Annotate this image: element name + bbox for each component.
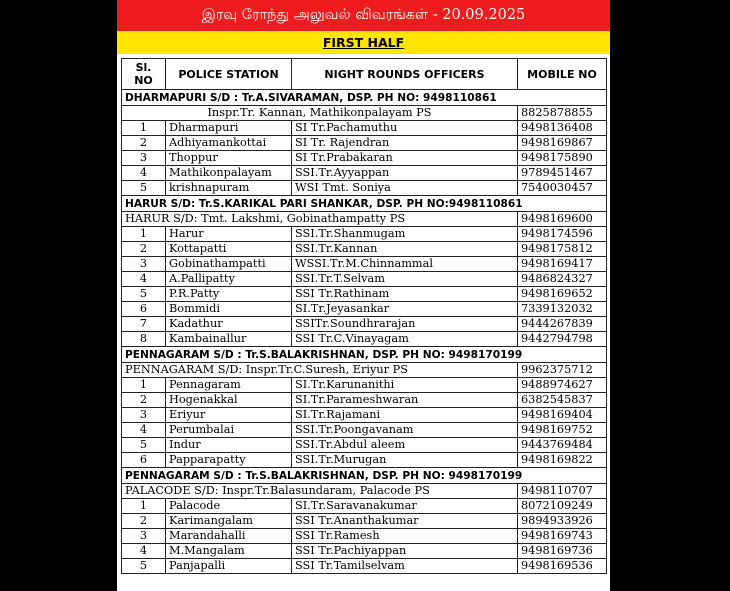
serial-number: 2 (122, 393, 166, 408)
subdivision-heading-row (122, 90, 607, 106)
table-row (122, 423, 607, 438)
subdivision-heading-row (122, 196, 607, 212)
police-station: Papparapatty (166, 453, 292, 468)
table-row (122, 287, 607, 302)
night-rounds-officer: SI.Tr.Jeyasankar (292, 302, 518, 317)
sl-label-line1: Sl. (135, 61, 152, 74)
serial-number: 4 (122, 544, 166, 559)
serial-number: 5 (122, 559, 166, 574)
serial-number: 1 (122, 227, 166, 242)
night-rounds-officer: SSI.Tr.T.Selvam (292, 272, 518, 287)
table-row (122, 514, 607, 529)
police-station: Hogenakkal (166, 393, 292, 408)
table-row (122, 166, 607, 181)
serial-number: 5 (122, 438, 166, 453)
police-station: Harur (166, 227, 292, 242)
night-rounds-officer: SSI.Tr.Shanmugam (292, 227, 518, 242)
column-header-sl (122, 59, 166, 90)
police-station: P.R.Patty (166, 287, 292, 302)
table-row (122, 499, 607, 514)
supervising-officer: HARUR S/D: Tmt. Lakshmi, Gobinathampatty PS (122, 212, 518, 227)
mobile-number: 7339132032 (518, 302, 607, 317)
mobile-number: 9486824327 (518, 272, 607, 287)
roster-sheet (117, 0, 610, 591)
serial-number: 4 (122, 166, 166, 181)
table-row (122, 453, 607, 468)
serial-number: 2 (122, 136, 166, 151)
mobile-number: 9442794798 (518, 332, 607, 347)
police-station: krishnapuram (166, 181, 292, 196)
supervising-officer-mobile: 8825878855 (518, 106, 607, 121)
serial-number: 3 (122, 257, 166, 272)
police-station: A.Pallipatty (166, 272, 292, 287)
shift-label: FIRST HALF (117, 31, 610, 54)
mobile-number: 9498169536 (518, 559, 607, 574)
police-station: Kambainallur (166, 332, 292, 347)
table-row (122, 242, 607, 257)
mobile-number: 9498175812 (518, 242, 607, 257)
serial-number: 1 (122, 499, 166, 514)
table-row (122, 438, 607, 453)
serial-number: 3 (122, 151, 166, 166)
police-station: Karimangalam (166, 514, 292, 529)
serial-number: 4 (122, 423, 166, 438)
mobile-number: 9498174596 (518, 227, 607, 242)
night-rounds-officer: SI Tr. Rajendran (292, 136, 518, 151)
subdivision-heading: HARUR S/D: Tr.S.KARIKAL PARI SHANKAR, DSP. PH NO:9498110861 (122, 196, 607, 212)
police-station: Mathikonpalayam (166, 166, 292, 181)
mobile-number: 9443769484 (518, 438, 607, 453)
police-station: Palacode (166, 499, 292, 514)
subdivision-heading: PENNAGARAM S/D : Tr.S.BALAKRISHNAN, DSP. PH NO: 9498170199 (122, 468, 607, 484)
police-station: M.Mangalam (166, 544, 292, 559)
police-station: Indur (166, 438, 292, 453)
subdivision-heading: PENNAGARAM S/D : Tr.S.BALAKRISHNAN, DSP. PH NO: 9498170199 (122, 347, 607, 363)
subdivision-heading-row (122, 347, 607, 363)
police-station: Panjapalli (166, 559, 292, 574)
table-row (122, 544, 607, 559)
police-station: Dharmapuri (166, 121, 292, 136)
supervising-officer-mobile: 9498169600 (518, 212, 607, 227)
serial-number: 5 (122, 181, 166, 196)
page-title: இரவு ரோந்து அலுவல் விவரங்கள் - 20.09.2025 (117, 0, 610, 31)
police-station: Perumbalai (166, 423, 292, 438)
night-rounds-officer: SSI Tr.Ananthakumar (292, 514, 518, 529)
night-rounds-officer: SI Tr.Prabakaran (292, 151, 518, 166)
table-row (122, 181, 607, 196)
night-rounds-officer: SI.Tr.Rajamani (292, 408, 518, 423)
supervising-officer-row (122, 212, 607, 227)
roster-table (121, 58, 607, 574)
police-station: Pennagaram (166, 378, 292, 393)
police-station: Gobinathampatti (166, 257, 292, 272)
supervising-officer: PALACODE S/D: Inspr.Tr.Balasundaram, Palacode PS (122, 484, 518, 499)
mobile-number: 9498169404 (518, 408, 607, 423)
mobile-number: 9498136408 (518, 121, 607, 136)
column-header-station: POLICE STATION (166, 59, 292, 90)
mobile-number: 8072109249 (518, 499, 607, 514)
night-rounds-officer: SSI Tr.Ramesh (292, 529, 518, 544)
mobile-number: 9894933926 (518, 514, 607, 529)
subdivision-heading-row (122, 468, 607, 484)
mobile-number: 9498169822 (518, 453, 607, 468)
serial-number: 6 (122, 453, 166, 468)
police-station: Eriyur (166, 408, 292, 423)
table-row (122, 257, 607, 272)
supervising-officer-mobile: 9962375712 (518, 363, 607, 378)
table-row (122, 227, 607, 242)
police-station: Adhiyamankottai (166, 136, 292, 151)
night-rounds-officer: SI.Tr.Parameshwaran (292, 393, 518, 408)
night-rounds-officer: SSI.Tr.Poongavanam (292, 423, 518, 438)
serial-number: 3 (122, 408, 166, 423)
column-header-mobile: MOBILE NO (518, 59, 607, 90)
night-rounds-officer: SSI Tr.Tamilselvam (292, 559, 518, 574)
mobile-number: 9789451467 (518, 166, 607, 181)
table-row (122, 136, 607, 151)
table-header-row (122, 59, 607, 90)
mobile-number: 7540030457 (518, 181, 607, 196)
serial-number: 1 (122, 378, 166, 393)
police-station: Kottapatti (166, 242, 292, 257)
serial-number: 2 (122, 514, 166, 529)
night-rounds-officer: SSI Tr.Rathinam (292, 287, 518, 302)
night-rounds-officer: SSI Tr.C.Vinayagam (292, 332, 518, 347)
police-station: Bommidi (166, 302, 292, 317)
supervising-officer: PENNAGARAM S/D: Inspr.Tr.C.Suresh, Eriyur PS (122, 363, 518, 378)
table-row (122, 378, 607, 393)
night-rounds-officer: SI.Tr.Karunanithi (292, 378, 518, 393)
serial-number: 5 (122, 287, 166, 302)
mobile-number: 9488974627 (518, 378, 607, 393)
police-station: Marandahalli (166, 529, 292, 544)
night-rounds-officer: WSSI.Tr.M.Chinnammal (292, 257, 518, 272)
night-rounds-officer: SSI.Tr.Kannan (292, 242, 518, 257)
mobile-number: 9498169867 (518, 136, 607, 151)
night-rounds-officer: SSI.Tr.Abdul aleem (292, 438, 518, 453)
table-row (122, 332, 607, 347)
mobile-number: 9498169736 (518, 544, 607, 559)
night-rounds-officer: SI.Tr.Saravanakumar (292, 499, 518, 514)
serial-number: 2 (122, 242, 166, 257)
column-header-officers: NIGHT ROUNDS OFFICERS (292, 59, 518, 90)
mobile-number: 9498169743 (518, 529, 607, 544)
police-station: Kadathur (166, 317, 292, 332)
night-rounds-officer: WSI Tmt. Soniya (292, 181, 518, 196)
table-row (122, 559, 607, 574)
table-row (122, 529, 607, 544)
mobile-number: 6382545837 (518, 393, 607, 408)
night-rounds-officer: SSI.Tr.Ayyappan (292, 166, 518, 181)
table-row (122, 317, 607, 332)
serial-number: 4 (122, 272, 166, 287)
sl-label-line2: NO (134, 74, 153, 87)
supervising-officer-row (122, 363, 607, 378)
mobile-number: 9498175890 (518, 151, 607, 166)
supervising-officer-row (122, 106, 607, 121)
supervising-officer: Inspr.Tr. Kannan, Mathikonpalayam PS (122, 106, 518, 121)
serial-number: 8 (122, 332, 166, 347)
table-row (122, 302, 607, 317)
mobile-number: 9498169652 (518, 287, 607, 302)
serial-number: 1 (122, 121, 166, 136)
mobile-number: 9444267839 (518, 317, 607, 332)
supervising-officer-row (122, 484, 607, 499)
table-row (122, 408, 607, 423)
night-rounds-officer: SSI Tr.Pachiyappan (292, 544, 518, 559)
night-rounds-officer: SSITr.Soundhrarajan (292, 317, 518, 332)
serial-number: 3 (122, 529, 166, 544)
subdivision-heading: DHARMAPURI S/D : Tr.A.SIVARAMAN, DSP. PH NO: 9498110861 (122, 90, 607, 106)
table-row (122, 393, 607, 408)
supervising-officer-mobile: 9498110707 (518, 484, 607, 499)
table-row (122, 151, 607, 166)
table-row (122, 121, 607, 136)
serial-number: 6 (122, 302, 166, 317)
table-row (122, 272, 607, 287)
mobile-number: 9498169752 (518, 423, 607, 438)
serial-number: 7 (122, 317, 166, 332)
night-rounds-officer: SSI.Tr.Murugan (292, 453, 518, 468)
police-station: Thoppur (166, 151, 292, 166)
night-rounds-officer: SI Tr.Pachamuthu (292, 121, 518, 136)
mobile-number: 9498169417 (518, 257, 607, 272)
